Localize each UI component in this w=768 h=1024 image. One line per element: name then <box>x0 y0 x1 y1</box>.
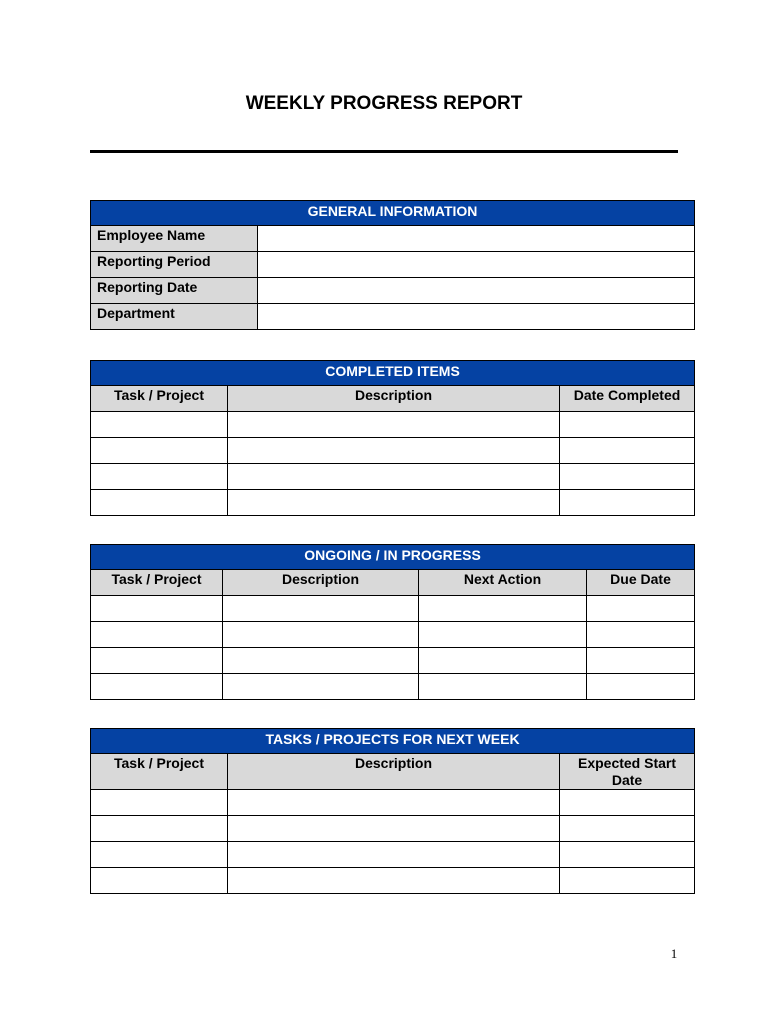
table-cell[interactable] <box>228 412 560 438</box>
column-header-expected-start-date: Expected Start Date <box>560 754 695 790</box>
table-row <box>91 674 695 700</box>
table-cell[interactable] <box>560 464 695 490</box>
table-row <box>91 816 695 842</box>
employee-name-field[interactable] <box>258 226 695 252</box>
table-cell[interactable] <box>91 412 228 438</box>
table-cell[interactable] <box>91 674 223 700</box>
table-cell[interactable] <box>91 622 223 648</box>
field-row-employee-name <box>91 226 695 252</box>
table-cell[interactable] <box>228 816 560 842</box>
title-divider <box>90 150 678 153</box>
column-header-task-project: Task / Project <box>91 386 228 412</box>
column-header-due-date: Due Date <box>587 570 695 596</box>
table-row <box>91 868 695 894</box>
column-header-description: Description <box>228 386 560 412</box>
page-number: 1 <box>670 946 678 961</box>
table-cell[interactable] <box>91 842 228 868</box>
ongoing-heading: ONGOING / IN PROGRESS <box>91 545 695 570</box>
table-cell[interactable] <box>223 674 419 700</box>
next-week-table <box>90 728 695 894</box>
completed-items-heading: COMPLETED ITEMS <box>91 361 695 386</box>
field-row-reporting-date <box>91 278 695 304</box>
table-cell[interactable] <box>587 674 695 700</box>
table-row <box>91 842 695 868</box>
table-cell[interactable] <box>228 790 560 816</box>
employee-name-label: Employee Name <box>91 226 258 252</box>
table-row <box>91 622 695 648</box>
table-cell[interactable] <box>419 622 587 648</box>
table-cell[interactable] <box>419 596 587 622</box>
completed-items-table <box>90 360 695 516</box>
ongoing-table <box>90 544 695 700</box>
column-header-date-completed: Date Completed <box>560 386 695 412</box>
table-cell[interactable] <box>560 868 695 894</box>
table-row <box>91 412 695 438</box>
table-cell[interactable] <box>560 412 695 438</box>
table-cell[interactable] <box>91 868 228 894</box>
column-header-description: Description <box>228 754 560 790</box>
table-cell[interactable] <box>228 490 560 516</box>
department-label: Department <box>91 304 258 330</box>
table-cell[interactable] <box>228 842 560 868</box>
field-row-reporting-period <box>91 252 695 278</box>
reporting-period-label: Reporting Period <box>91 252 258 278</box>
reporting-date-field[interactable] <box>258 278 695 304</box>
table-cell[interactable] <box>228 438 560 464</box>
page-title: WEEKLY PROGRESS REPORT <box>245 93 523 114</box>
table-row <box>91 438 695 464</box>
table-cell[interactable] <box>91 490 228 516</box>
table-row <box>91 596 695 622</box>
table-cell[interactable] <box>223 622 419 648</box>
table-cell[interactable] <box>587 622 695 648</box>
table-cell[interactable] <box>223 648 419 674</box>
column-header-next-action: Next Action <box>419 570 587 596</box>
table-row <box>91 648 695 674</box>
table-cell[interactable] <box>587 596 695 622</box>
field-row-department <box>91 304 695 330</box>
table-cell[interactable] <box>91 648 223 674</box>
table-cell[interactable] <box>91 464 228 490</box>
department-field[interactable] <box>258 304 695 330</box>
next-week-column-headers <box>91 754 695 790</box>
column-header-task-project: Task / Project <box>91 570 223 596</box>
table-cell[interactable] <box>91 438 228 464</box>
table-cell[interactable] <box>228 464 560 490</box>
column-header-task-project: Task / Project <box>91 754 228 790</box>
table-cell[interactable] <box>419 648 587 674</box>
reporting-period-field[interactable] <box>258 252 695 278</box>
next-week-heading: TASKS / PROJECTS FOR NEXT WEEK <box>91 729 695 754</box>
ongoing-column-headers <box>91 570 695 596</box>
table-cell[interactable] <box>228 868 560 894</box>
table-cell[interactable] <box>560 816 695 842</box>
table-cell[interactable] <box>91 790 228 816</box>
table-cell[interactable] <box>560 790 695 816</box>
table-cell[interactable] <box>419 674 587 700</box>
reporting-date-label: Reporting Date <box>91 278 258 304</box>
table-row <box>91 490 695 516</box>
column-header-description: Description <box>223 570 419 596</box>
table-cell[interactable] <box>560 842 695 868</box>
table-cell[interactable] <box>91 596 223 622</box>
general-information-table <box>90 200 695 330</box>
table-row <box>91 790 695 816</box>
table-cell[interactable] <box>560 490 695 516</box>
completed-column-headers <box>91 386 695 412</box>
table-cell[interactable] <box>223 596 419 622</box>
table-cell[interactable] <box>560 438 695 464</box>
table-cell[interactable] <box>91 816 228 842</box>
table-cell[interactable] <box>587 648 695 674</box>
general-information-heading: GENERAL INFORMATION <box>91 201 695 226</box>
table-row <box>91 464 695 490</box>
